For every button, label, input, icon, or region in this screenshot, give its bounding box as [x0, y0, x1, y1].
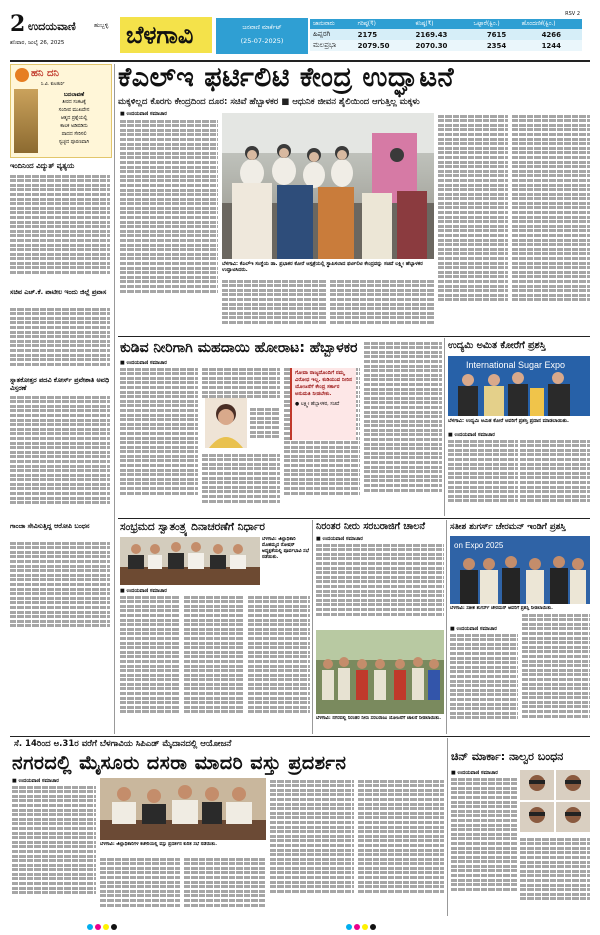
expo-banner-text: on Expo 2025 [454, 541, 504, 550]
dasara-meeting-photo [100, 778, 266, 840]
mahadayi-headline: ಕುಡಿವ ನೀರಿಗಾಗಿ ಮಹದಾಯಿ ಹೋರಾಟ: ಹೆಬ್ಬಾಳಕರ [120, 340, 358, 356]
market-table [310, 11, 582, 51]
print-register-marks [86, 916, 146, 924]
quote-attribution: ● ಲಕ್ಷ್ಮೀ ಹೆಬ್ಬಾಳಕರ, ಸಚಿವೆ [295, 402, 340, 407]
rule [118, 518, 590, 519]
market-cell: ಹಿಪ್ಪರಗಿ [313, 30, 331, 38]
right-byline: ■ ಉದಯವಾಣಿ ಸಮಾಚಾರ [448, 432, 495, 438]
color-dots-icon [345, 923, 405, 931]
lead-story-col1 [120, 118, 218, 318]
market-title-box [216, 18, 308, 54]
meeting-photo-image [120, 537, 260, 585]
market-cell: 7615 [486, 30, 507, 39]
mid-right-byline: ■ ಉದಯವಾಣಿ ಸಮಾಚಾರ [450, 626, 497, 632]
sugar-award-image [450, 536, 590, 604]
lead-story-col4 [438, 113, 508, 331]
mid-center-byline: ■ ಉದಯವಾಣಿ ಸಮಾಚಾರ [316, 536, 363, 542]
expo-banner-text: International Sugar Expo [466, 360, 566, 370]
dasara-caption: ಬೆಳಗಾವಿ: ಜಿಲ್ಲಾಧಿಕಾರಿಗಳ ಕಚೇರಿಯಲ್ಲಿ ವಸ್ತು ಪ್ರದರ್ಶನ ಕುರಿತ ಸಭೆ ನಡೆಯಿತು. [100, 842, 217, 847]
bottom-col3 [184, 856, 266, 914]
lead-story-col3 [330, 278, 434, 332]
column-rule [447, 738, 448, 916]
market-cell: 1244 [541, 41, 562, 50]
arrest-col1 [451, 776, 517, 914]
mahadayi-col2-side [250, 406, 280, 446]
left-story-4 [10, 540, 110, 640]
lead-headline: ಕೆಎಲ್ಇ ಫರ್ಟಿಲಿಟಿ ಕೇಂದ್ರ ಉದ್ಘಾಟನೆ [118, 62, 455, 93]
mahadayi-col4 [364, 340, 442, 516]
poem-line: ಸ್ವಚ್ಛದ ಪೂರಣವಾಗಿ [58, 140, 90, 145]
lead-story-col5 [512, 113, 590, 331]
column-rule [446, 520, 447, 734]
honey-poem [41, 91, 107, 147]
masthead-left [10, 11, 120, 60]
dasara-meeting-image [100, 778, 266, 840]
bottom-byline: ■ ಉದಯವಾಣಿ ಸಮಾಚಾರ [12, 778, 59, 784]
mid-center-headline: ನಿರಂತರ ನೀರು ಸರಬರಾಜಿಗೆ ಚಾಲನೆ [316, 521, 426, 532]
honey-pot-icon [15, 68, 29, 82]
mid-left-col1 [120, 594, 180, 734]
arrest-col2 [520, 836, 590, 914]
market-cell: ಮಲಪ್ರಭಾ [313, 41, 337, 49]
sugar-award-photo [450, 536, 590, 604]
bottom-col2 [100, 856, 180, 914]
print-register-marks [345, 916, 405, 924]
poem-line: ತೀರದ ಸಂಕಟಕ್ಕೆ [62, 100, 86, 105]
right-col2 [520, 438, 590, 516]
left-story-2 [10, 306, 110, 374]
market-cell: 2169.43 [415, 30, 448, 39]
bottom-col1 [12, 784, 96, 914]
mid-left-col2 [184, 594, 244, 734]
column-rule [444, 338, 445, 516]
lead-story-col2 [222, 278, 326, 332]
quote-box [290, 368, 356, 440]
honey-author: ಸಿ.ವಿ. ಕುಲಕರ್ಣಿ [41, 82, 65, 87]
page-number: 2 [10, 11, 26, 37]
mid-left-col3 [248, 594, 310, 734]
right-headline: ಉದ್ಯಮಿ ಅಮಿತ ಕೋರೆಗೆ ಪ್ರಶಸ್ತಿ [448, 340, 546, 351]
lead-photo [222, 113, 434, 259]
mahadayi-col1 [120, 366, 198, 516]
page-code: RSV 2 [565, 11, 580, 17]
rule [10, 736, 590, 737]
newspaper-name: ಉದಯವಾಣಿ [28, 20, 76, 33]
poem-line: ಆತ್ಮದ ಪ್ರಶ್ನೆಯಲ್ಲಿ [60, 116, 88, 121]
poem-line: ಸಂದೀಪ ಮುಖವೇನ [58, 108, 90, 113]
mahadayi-col2-bottom [202, 452, 280, 514]
market-cell: 2070.30 [415, 41, 448, 50]
sugar-award-caption: ಬೆಳಗಾವಿ: ಸತೀಶ ಶುಗರ್ಸ್ ಚೇರಮನ್ ಅವರಿಗೆ ಪ್ರಶಸ್ತಿ ನೀಡಲಾಯಿತು. [450, 606, 553, 611]
left-story-1 [10, 173, 110, 285]
poem-line: ಪಾದದ ಸೇರಿಸಲಿ [61, 132, 87, 137]
market-cell: 2354 [486, 41, 507, 50]
column-rule [312, 520, 313, 734]
market-header-1: ಗರಿಷ್ಠ(₹) [357, 20, 376, 27]
lead-subhead: ಮಕ್ಕಳಿಲ್ಲದ ಕೊರಗು ಕೇಂದ್ರದಿಂದ ದೂರ: ಸಚಿವೆ ಹೆಬ್ಬಾಳಕರ ■ ಆಧುನಿಕ ಜೀವನ ಶೈಲಿಯಿಂದ ಆಗುತ್ತಿಲ್ಲ ಮಕ್ಕಳು [118, 97, 420, 107]
left-headline-4: ಗಾಂಜಾ ಸೇವಿಸುತ್ತಿದ್ದ ಆರೋಪಿ ಬಂಧನ [10, 522, 90, 530]
mid-right-col1 [450, 632, 518, 734]
honey-brand: ಹನಿ ದನಿ [31, 68, 59, 79]
author-portrait [14, 89, 38, 153]
award-photo [448, 356, 590, 416]
accused-photos [520, 770, 590, 832]
minister-photo [205, 398, 247, 448]
market-header-4: ಹೊಂದಣಿಕೆ(ಕ್ವಿಂ.) [521, 20, 556, 27]
water-caption: ಬೆಳಗಾವಿ: ನಗರದಲ್ಲಿ ನಿರಂತರ ನೀರು ಸರಬರಾಜು ಯೋಜನೆಗೆ ಚಾಲನೆ ನೀಡಲಾಯಿತು. [316, 716, 441, 721]
left-headline-2: ಸಚಿವ ಎಚ್.ಕೆ. ಪಾಟೀಲ ಇಂದು ಜಿಲ್ಲೆ ಪ್ರವಾಸ [10, 288, 107, 296]
mid-right-headline: ಸತೀಶ ಶುಗರ್ಸ್ ಚೇರಮನ್ ಇಂಡಿಗೆ ಪ್ರಶಸ್ತಿ [450, 522, 566, 532]
edition-box [120, 17, 212, 53]
market-cell: 4266 [541, 30, 562, 39]
poem-line: ಬದಲಾವಣೆ [63, 92, 85, 98]
meeting-photo [120, 537, 260, 585]
left-story-3 [10, 394, 110, 518]
quote-text: ಗೋವಾ ರಾಜ್ಯದೊಂದಿಗೆ ನಮ್ಮ ವಿರೋಧ ಇಲ್ಲ. ಕುಡಿಯುವ ನೀರಿನ ಯೋಜನೆಗೆ ಕೇಂದ್ರ ಸರ್ಕಾರ ಅನುಮತಿ ನೀಡಬೇಕು. [295, 370, 352, 397]
lead-caption: ಬೆಳಗಾವಿ: ಕೆಎಲ್ಇ ಸಂಸ್ಥೆಯ ಡಾ. ಪ್ರಭಾಕರ ಕೋರೆ ಆಸ್ಪತ್ರೆಯಲ್ಲಿ ಸ್ಥಾಪಿಸಲಾದ ಫರ್ಟಿಲಿಟಿ ಕೇಂದ್ರವನ್ನು ಸಚಿವೆ ಲಕ್ಷ್ಮೀ ಹೆಬ್ಬಾಳಕರ ಉದ್ಘಾಟಿಸಿದರು. [222, 261, 423, 273]
water-photo [316, 630, 444, 714]
bottom-col4 [270, 778, 354, 914]
right-col1 [448, 438, 518, 516]
market-header-0: ಜಾನುವಾರು [313, 20, 335, 27]
bottom-headline: ನಗರದಲ್ಲಿ ಮೈಸೂರು ದಸರಾ ಮಾದರಿ ವಸ್ತು ಪ್ರದರ್ಶನ [12, 752, 347, 774]
accused-photos-image [520, 770, 590, 832]
mid-left-byline: ■ ಉದಯವಾಣಿ ಸಮಾಚಾರ [120, 588, 167, 594]
market-date: (25-07-2025) [240, 37, 284, 45]
market-cell: 2079.50 [357, 41, 390, 50]
award-caption: ಬೆಳಗಾವಿ: ಉದ್ಯಮಿ ಅಮಿತ ಕೋರೆ ಅವರಿಗೆ ಪ್ರಶಸ್ತಿ ಪ್ರದಾನ ಮಾಡಲಾಯಿತು. [448, 418, 569, 424]
bottom-col5 [358, 778, 444, 914]
poem-line: ಕಾಲಕ ಅಡಿಪಡಿದು [60, 124, 88, 129]
rule [118, 336, 590, 337]
lead-photo-image [222, 113, 434, 259]
left-headline-3: ಸ್ನಾತಕೋತ್ತರ ಪದವಿ ಕೋರ್ಸ್ ಪ್ರವೇಶಾತಿ ಅವಧಿ ವಿಸ್ತರಣೆ [10, 376, 110, 392]
color-dots-icon [86, 923, 146, 931]
edition-name: ಬೆಳಗಾವಿ [126, 21, 194, 49]
mid-right-col2 [522, 612, 590, 734]
bottom-kicker: ಸೆ. 14ರಿಂದ ಅ.31ರ ವರೆಗೆ ಬೆಳಗಾವಿಯ ಸಿಪಿಎಡ್ ಮೈದಾನದಲ್ಲಿ ಆಯೋಜನೆ [14, 739, 232, 749]
mahadayi-byline: ■ ಉದಯವಾಣಿ ಸಮಾಚಾರ [120, 360, 167, 366]
market-row [310, 29, 582, 40]
market-row [310, 40, 582, 51]
award-photo-image [448, 356, 590, 416]
arrest-headline: ಚಿನ್ ಮಾರ್ಕಾ: ನಾಲ್ವರ ಬಂಧನ [451, 750, 564, 763]
meeting-caption: ಬೆಳಗಾವಿ: ಜಿಲ್ಲಾಧಿಕಾರಿ ಮೊಹಮ್ಮದ ರೋಷನ್ ಅಧ್ಯಕ್ಷತೆಯಲ್ಲಿ ಪೂರ್ವಭಾವಿ ಸಭೆ ನಡೆಯಿತು. [262, 537, 309, 560]
market-header-2: ಕನಿಷ್ಠ(₹) [415, 20, 434, 27]
mid-center-story [316, 542, 444, 628]
honey-dani-box [10, 64, 112, 158]
issue-date: ಶನಿವಾರ, ಜುಲೈ 26, 2025 [10, 40, 65, 46]
market-cell: 2175 [357, 30, 378, 39]
mid-left-headline: ಸಂಭ್ರಮದ ಸ್ವಾತಂತ್ರ್ಯ ದಿನಾಚರಣೆಗೆ ನಿರ್ಧಾರ [120, 521, 265, 533]
left-headline-1: ಇಂದಿನಿಂದ ವಿದ್ಯುತ್ ವ್ಯತ್ಯಯ [10, 162, 75, 170]
column-rule [114, 64, 115, 734]
market-title: ಜನವಾಣಿ ಮಾರ್ಕೆಟ್ [242, 24, 282, 31]
market-header-3: ಒಟ್ಟಾರೆ(ಕ್ವಿಂ.) [473, 20, 500, 27]
lead-byline: ■ ಉದಯವಾಣಿ ಸಮಾಚಾರ [120, 111, 167, 117]
arrest-byline: ■ ಉದಯವಾಣಿ ಸಮಾಚಾರ [451, 770, 498, 776]
minister-portrait [205, 398, 247, 448]
water-photo-image [316, 630, 444, 714]
newspaper-suffix: ಹುಬ್ಬಳ್ಳಿ [94, 22, 109, 29]
market-header-row [310, 19, 582, 29]
